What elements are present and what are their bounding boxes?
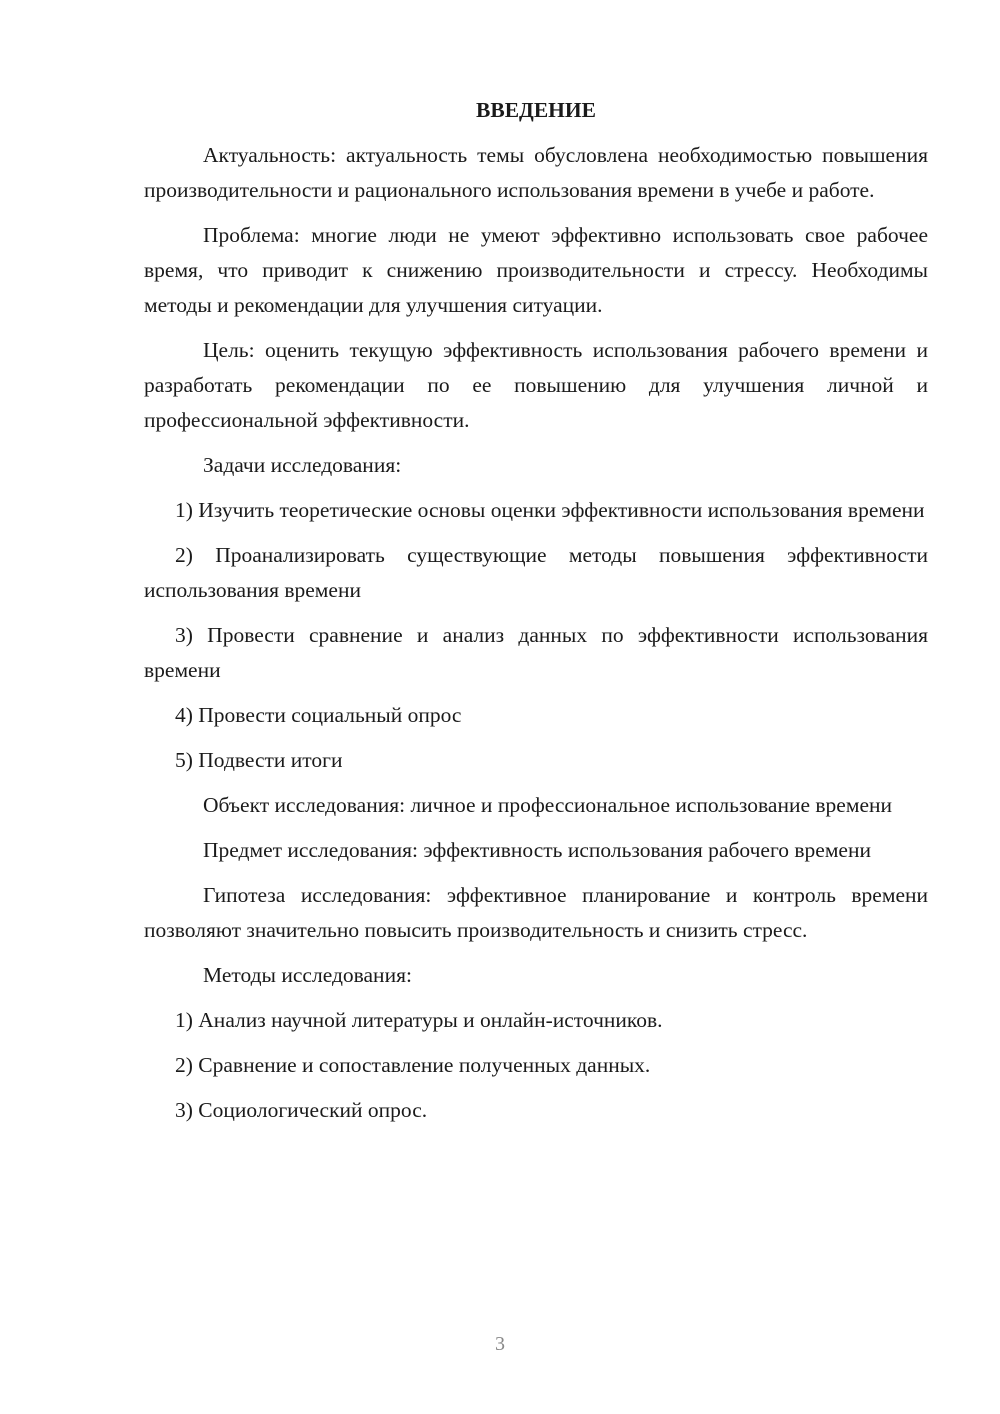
page-title: ВВЕДЕНИЕ: [476, 98, 596, 122]
methods-heading: Методы исследования:: [203, 963, 412, 987]
task-item: 3) Провести сравнение и анализ данных по эффективности использования времени: [144, 623, 928, 682]
relevance-paragraph: Актуальность: актуальность темы обусловлена необходимостью повышения производительности и рационального использования времени в учебе и работе.: [144, 143, 928, 202]
method-item: 2) Сравнение и сопоставление полученных данных.: [175, 1053, 651, 1077]
task-item: 4) Провести социальный опрос: [175, 703, 462, 727]
page-number: 3: [495, 1333, 505, 1355]
task-item: 1) Изучить теоретические основы оценки эффективности использования времени: [175, 498, 925, 522]
hypothesis-paragraph: Гипотеза исследования: эффективное планирование и контроль времени позволяют значительно повысить производительность и снизить стресс.: [144, 883, 928, 942]
method-item: 3) Социологический опрос.: [175, 1098, 428, 1122]
subject-paragraph: Предмет исследования: эффективность использования рабочего времени: [203, 838, 871, 862]
tasks-heading: Задачи исследования:: [203, 453, 402, 477]
problem-paragraph: Проблема: многие люди не умеют эффективно использовать свое рабочее время, что приводит к снижению производительности и стрессу. Необходимы методы и рекомендации для улучшения ситуации.: [144, 223, 928, 317]
method-item: 1) Анализ научной литературы и онлайн-источников.: [175, 1008, 663, 1032]
page-content: [144, 93, 928, 1138]
task-item: 5) Подвести итоги: [175, 748, 343, 772]
task-item: 2) Проанализировать существующие методы повышения эффективности использования времени: [144, 543, 928, 602]
goal-paragraph: Цель: оценить текущую эффективность использования рабочего времени и разработать рекомендации по ее повышению для улучшения личной и профессиональной эффективности.: [144, 338, 928, 432]
object-paragraph: Объект исследования: личное и профессиональное использование времени: [203, 793, 892, 817]
